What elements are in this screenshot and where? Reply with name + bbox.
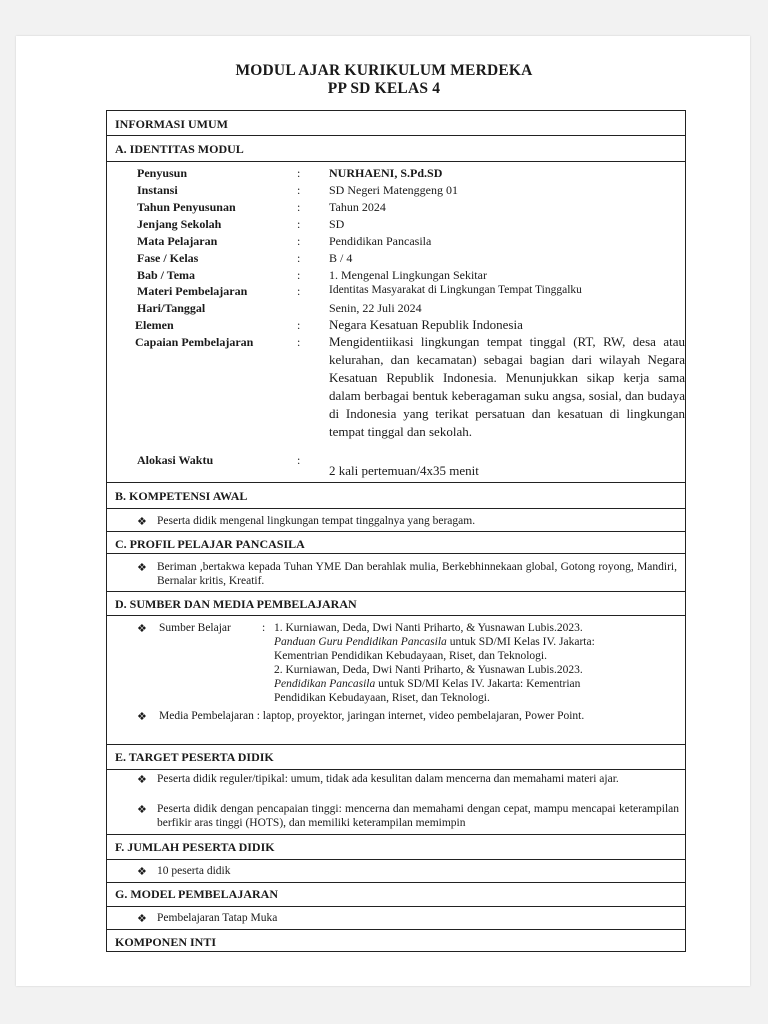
sumber-belajar-label: Sumber Belajar [159, 622, 231, 634]
label-elemen: Elemen [135, 318, 174, 332]
value-fase-kelas: B / 4 [329, 251, 353, 265]
value-elemen: Negara Kesatuan Republik Indonesia [329, 317, 523, 332]
label-penyusun: Penyusun [137, 166, 188, 180]
media-pembelajaran-text: Media Pembelajaran : laptop, proyektor, jaringan internet, video pembelajaran, Power Point. [159, 710, 585, 722]
reference-2-details: untuk SD/MI Kelas IV. Jakarta: Kementrian [375, 678, 581, 690]
label-hari-tanggal: Hari/Tanggal [137, 301, 206, 315]
colon: : [297, 268, 301, 282]
value-penyusun: NURHAENI, S.Pd.SD [329, 166, 443, 180]
divider [107, 553, 685, 554]
bullet-icon: ❖ [137, 562, 147, 574]
value-hari-tanggal: Senin, 22 Juli 2024 [329, 301, 422, 315]
label-bab-tema: Bab / Tema [137, 268, 196, 282]
kompetensi-awal-text: Peserta didik mengenal lingkungan tempat tinggalnya yang beragam. [157, 515, 476, 527]
target-reguler-text: Peserta didik reguler/tipikal: umum, tidak ada kesulitan dalam mencerna dan memahami materi ajar. [157, 773, 619, 785]
document-title: MODUL AJAR KURIKULUM MERDEKA [235, 62, 533, 79]
value-mata-pelajaran: Pendidikan Pancasila [329, 234, 432, 248]
section-profil-pelajar: C. PROFIL PELAJAR PANCASILA [115, 537, 305, 551]
section-model-pembelajaran: G. MODEL PEMBELAJARAN [115, 887, 279, 901]
target-pencapaian-tinggi-text: Peserta didik dengan pencapaian tinggi: mencerna dan memahami dengan cepat, mampu mencapai keterampilan berfikir aras tinggi (HOTS), dan memiliki keterampilan memimpin [157, 803, 679, 829]
reference-1-authors: 1. Kurniawan, Deda, Dwi Nanti Priharto, & Yusnawan Lubis.2023. [274, 622, 583, 634]
reference-1-publisher: Kementrian Pendidikan Kebudayaan, Riset, dan Teknologi. [274, 650, 548, 662]
section-kompetensi-awal: B. KOMPETENSI AWAL [115, 489, 248, 503]
colon: : [262, 622, 266, 634]
divider [107, 591, 685, 592]
divider [107, 508, 685, 509]
section-sumber-media: D. SUMBER DAN MEDIA PEMBELAJARAN [115, 597, 357, 611]
section-identitas-modul: A. IDENTITAS MODUL [115, 142, 244, 156]
colon: : [297, 234, 301, 248]
bullet-icon: ❖ [137, 516, 147, 528]
bullet-icon: ❖ [137, 913, 147, 925]
label-alokasi-waktu: Alokasi Waktu [137, 453, 214, 467]
label-mata-pelajaran: Mata Pelajaran [137, 234, 218, 248]
divider [107, 744, 685, 745]
divider [107, 135, 685, 136]
colon: : [297, 251, 301, 265]
divider [107, 906, 685, 907]
divider [107, 859, 685, 860]
reference-2-publisher: Pendidikan Kebudayaan, Riset, dan Teknologi. [274, 692, 490, 704]
section-target-peserta: E. TARGET PESERTA DIDIK [115, 750, 274, 764]
label-capaian-pembelajaran: Capaian Pembelajaran [135, 335, 254, 349]
reference-1-details: untuk SD/MI Kelas IV. Jakarta: [446, 636, 595, 648]
reference-1-title: Panduan Guru Pendidikan Pancasila [274, 636, 447, 648]
colon: : [297, 183, 301, 197]
colon: : [297, 453, 301, 467]
section-jumlah-peserta: F. JUMLAH PESERTA DIDIK [115, 840, 275, 854]
value-alokasi-waktu: 2 kali pertemuan/4x35 menit [329, 463, 479, 478]
colon: : [297, 166, 301, 180]
divider [107, 882, 685, 883]
jumlah-peserta-text: 10 peserta didik [157, 865, 231, 877]
value-jenjang-sekolah: SD [329, 217, 345, 231]
value-instansi: SD Negeri Matenggeng 01 [329, 183, 458, 197]
label-fase-kelas: Fase / Kelas [137, 251, 199, 265]
value-tahun-penyusunan: Tahun 2024 [329, 200, 386, 214]
reference-1-title-line [274, 635, 595, 649]
colon: : [297, 318, 301, 332]
divider [107, 482, 685, 483]
colon: : [297, 200, 301, 214]
reference-2-title-line [274, 677, 580, 691]
label-jenjang-sekolah: Jenjang Sekolah [137, 217, 222, 231]
label-instansi: Instansi [137, 183, 178, 197]
bullet-icon: ❖ [137, 774, 147, 786]
profil-pelajar-text: Beriman ,bertakwa kepada Tuhan YME Dan berahlak mulia, Berkebhinnekaan global, Gotong royong, Mandiri, Bernalar kritis, Kreatif. [157, 561, 677, 587]
bullet-icon: ❖ [137, 711, 147, 723]
model-pembelajaran-text: Pembelajaran Tatap Muka [157, 912, 278, 924]
divider [107, 929, 685, 930]
section-komponen-inti: KOMPONEN INTI [115, 935, 217, 949]
colon: : [297, 335, 301, 349]
value-materi-pembelajaran: Identitas Masyarakat di Lingkungan Tempat Tinggalku [329, 284, 582, 296]
colon: : [297, 217, 301, 231]
module-table [106, 110, 686, 952]
divider [107, 161, 685, 162]
divider [107, 615, 685, 616]
divider [107, 834, 685, 835]
label-materi-pembelajaran: Materi Pembelajaran [137, 284, 248, 298]
bullet-icon: ❖ [137, 866, 147, 878]
value-capaian-pembelajaran: Mengidentiikasi lingkungan tempat tinggal (RT, RW, desa atau kelurahan, dan kecamatan) sebagai bagian dari wilayah Negara Kesatuan Republik Indonesia. Menunjukkan sikap kerja sama dalam berbagai bentuk keberagaman suku angsa, sosial, dan budaya di Indonesia yang terikat persatuan dan kesatuan di lingkungan tempat tinggal dan sekolah. [329, 334, 685, 439]
reference-2-authors: 2. Kurniawan, Deda, Dwi Nanti Priharto, & Yusnawan Lubis.2023. [274, 664, 583, 676]
divider [107, 531, 685, 532]
divider [107, 769, 685, 770]
document-subtitle: PP SD KELAS 4 [327, 80, 441, 97]
label-tahun-penyusunan: Tahun Penyusunan [137, 200, 236, 214]
section-informasi-umum: INFORMASI UMUM [115, 117, 228, 131]
reference-2-title: Pendidikan Pancasila [274, 678, 376, 690]
value-bab-tema: 1. Mengenal Lingkungan Sekitar [329, 268, 487, 282]
bullet-icon: ❖ [137, 623, 147, 635]
bullet-icon: ❖ [137, 804, 147, 816]
colon: : [297, 284, 301, 298]
